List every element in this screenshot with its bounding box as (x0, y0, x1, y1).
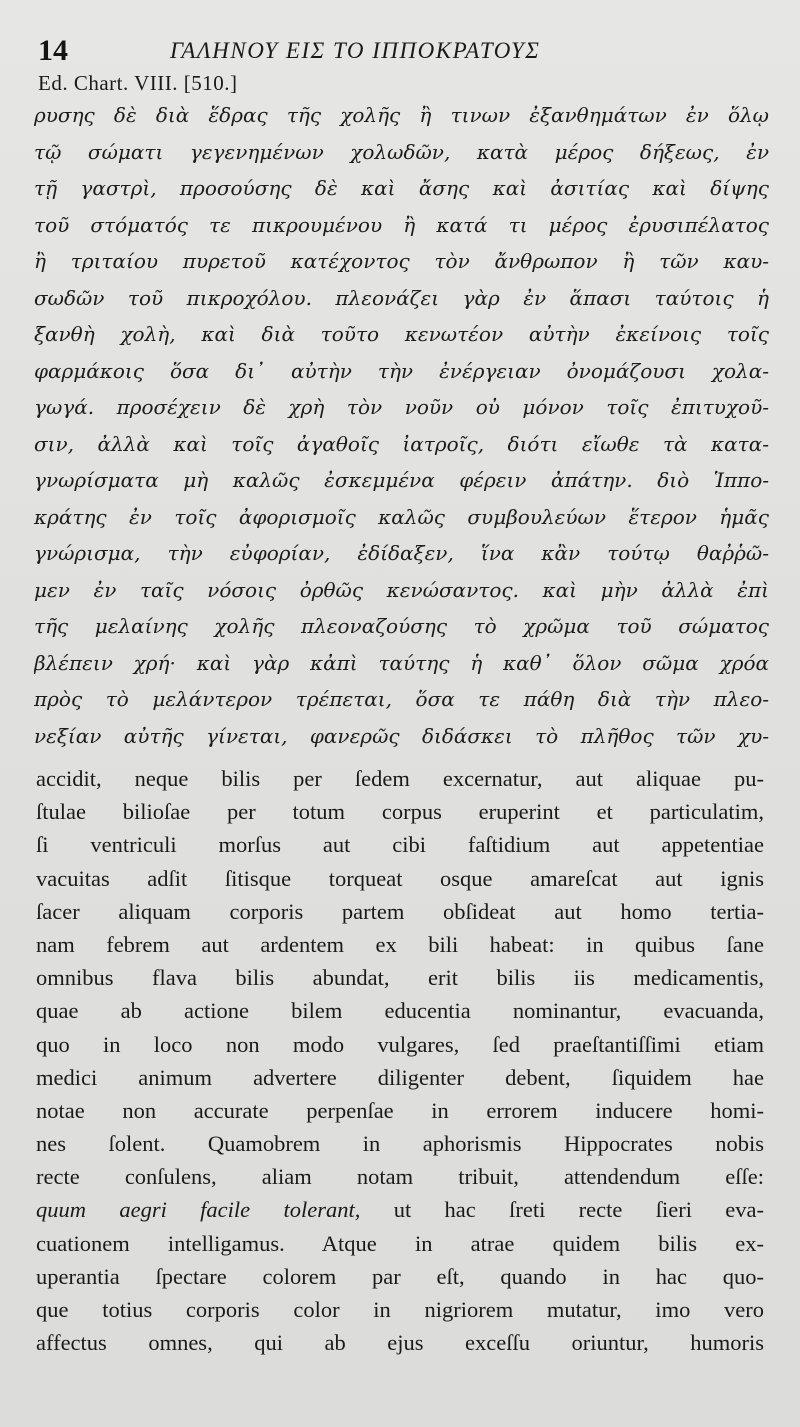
latin-line: recte conſulens, aliam notam tribuit, attendendum eſſe: (36, 1164, 764, 1190)
greek-line: γνωρίσματα μὴ καλῶς ἐσκεμμένα φέρειν ἀπάτην. διὸ Ἱππο- (34, 468, 769, 492)
italic-quotation: quum aegri facile tolerant, (36, 1197, 361, 1223)
greek-line: τοῦ στόματός τε πικρουμένου ἢ κατά τι μέρος ἐρυσιπέλατος (34, 212, 769, 237)
latin-line: ſi ventriculi morſus aut cibi faſtidium aut appetentiae (36, 832, 764, 858)
page-number: 14 (38, 34, 68, 67)
latin-line: ſacer aliquam corporis partem obſideat aut homo tertia- (36, 898, 764, 924)
latin-line: affectus omnes, qui ab ejus exceſſu oriuntur, humoris (36, 1330, 764, 1356)
page-header (38, 28, 768, 68)
greek-line: νεξίαν αὐτῆς γίνεται, φανερῶς διδάσκει τὸ πλῆθος τῶν χυ- (34, 723, 769, 748)
greek-line: βλέπειν χρή· καὶ γὰρ κἀπὶ ταύτης ἡ καθ᾽ ὅλον σῶμα χρόα (34, 650, 769, 675)
latin-line-with-italic (36, 1193, 764, 1226)
greek-line: τῆς μελαίνης χολῆς πλεοναζούσης τὸ χρῶμα τοῦ σώματος (34, 614, 769, 638)
latin-line: nam febrem aut ardentem ex bili habeat: in quibus ſane (36, 931, 764, 957)
greek-line: κράτης ἐν τοῖς ἀφορισμοῖς καλῶς συμβουλεύων ἕτερον ἡμᾶς (34, 504, 769, 529)
greek-line: ξανθὴ χολὴ, καὶ διὰ τοῦτο κενωτέον αὐτὴν ἐκείνοις τοῖς (34, 322, 769, 346)
latin-line: accidit, neque bilis per ſedem excernatur, aut aliquae pu- (36, 766, 764, 791)
latin-line: vacuitas adſit ſitisque torqueat osque amareſcat aut ignis (36, 865, 764, 891)
greek-line: ρυσης δὲ διὰ ἕδρας τῆς χολῆς ἢ τινων ἐξανθημάτων ἐν ὅλῳ (34, 103, 769, 127)
latin-text-block (36, 762, 764, 1359)
greek-line: ἢ τριταίου πυρετοῦ κατέχοντος τὸν ἄνθρωπον ἢ τῶν καυ- (34, 249, 769, 273)
greek-line: σωδῶν τοῦ πικροχόλου. πλεονάζει γὰρ ἐν ἅπασι ταύτοις ἡ (34, 285, 769, 310)
greek-line: τῇ γαστρὶ, προσούσης δὲ καὶ ἄσης καὶ ἀσιτίας καὶ δίψης (34, 176, 769, 200)
latin-line: omnibus flava bilis abundat, erit bilis iis medicamentis, (36, 965, 764, 991)
greek-line: φαρμάκοις ὅσα δι᾽ αὐτὴν τὴν ἐνέργειαν ὀνομάζουσι χολα- (34, 358, 769, 383)
greek-line: γνώρισμα, τὴν εὐφορίαν, ἐδίδαξεν, ἵνα κἂν τούτῳ θαῤῥῶ- (34, 541, 769, 565)
latin-line: nes ſolent. Quamobrem in aphorismis Hippocrates nobis (36, 1131, 764, 1157)
latin-line: notae non accurate perpenſae in errorem inducere homi- (36, 1097, 764, 1123)
latin-line: que totius corporis color in nigriorem mutatur, imo vero (36, 1297, 764, 1322)
latin-line: quo in loco non modo vulgares, ſed praeſtantiſſimi etiam (36, 1031, 764, 1057)
latin-line: medici animum advertere diligenter debent, ſiquidem hae (36, 1064, 764, 1090)
latin-line-rest: ut hac ſreti recte ſieri eva- (393, 1197, 764, 1223)
greek-line: μεν ἐν ταῖς νόσοις ὀρθῶς κενώσαντος. καὶ μὴν ἀλλὰ ἐπὶ (34, 577, 769, 602)
greek-line: πρὸς τὸ μελάντερον τρέπεται, ὅσα τε πάθη διὰ τὴν πλεο- (34, 687, 769, 711)
greek-line: σιν, ἀλλὰ καὶ τοῖς ἀγαθοῖς ἰατροῖς, διότι εἴωθε τὰ κατα- (34, 431, 769, 456)
latin-line: quae ab actione bilem educentia nominantur, evacuanda, (36, 998, 764, 1024)
greek-line: γωγά. προσέχειν δὲ χρὴ τὸν νοῦν οὐ μόνον τοῖς ἐπιτυχοῦ- (34, 395, 769, 419)
greek-line: τῷ σώματι γεγενημένων χολωδῶν, κατὰ μέρος δήξεως, ἐν (34, 139, 769, 164)
greek-text-block (34, 97, 769, 754)
latin-line: ſtulae bilioſae per totum corpus eruperint et particulatim, (36, 799, 764, 825)
latin-line: uperantia ſpectare colorem par eſt, quando in hac quo- (36, 1263, 764, 1289)
running-head: ΓΑΛΗΝΟΥ ΕΙΣ ΤΟ ΙΠΠΟΚΡΑΤΟΥΣ (170, 38, 541, 63)
latin-line: cuationem intelligamus. Atque in atrae quidem bilis ex- (36, 1230, 764, 1256)
edition-reference: Ed. Chart. VIII. [510.] (38, 71, 238, 95)
